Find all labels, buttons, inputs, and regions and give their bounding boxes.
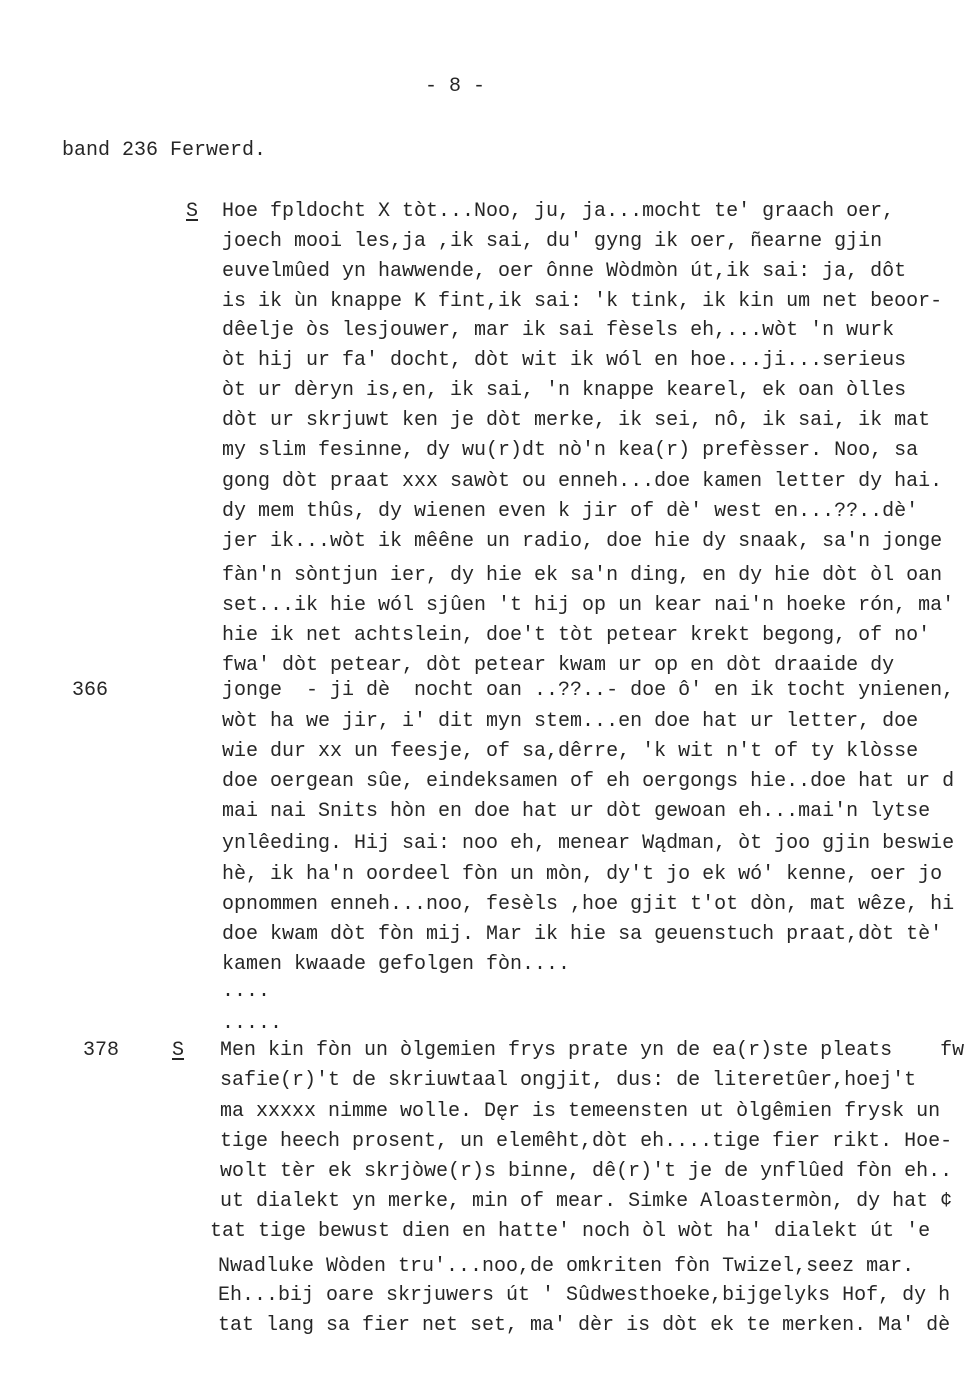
text-line: òt hij ur fa' docht, dòt wit ik wól en hoe...ji...serieus — [222, 349, 907, 372]
text-line: dy mem thûs, dy wienen even k jir of dè' west en...??..dè' — [222, 500, 919, 523]
text-line: dêelje òs lesjouwer, mar ik sai fèsels eh,...wòt 'n wurk — [222, 319, 895, 342]
margin-line-number: 378 — [83, 1039, 120, 1062]
text-line: Hoe fpldocht X tòt...Noo, ju, ja...mocht te' graach oer, — [222, 200, 895, 223]
text-line: dòt ur skrjuwt ken je dòt merke, ik sei, nô, ik sai, ik mat — [222, 409, 931, 432]
speaker-marker: S — [186, 200, 199, 223]
text-line: tige heech prosent, un elemêht,dòt eh....tige fier rikt. Hoe- — [220, 1130, 953, 1153]
text-line: joech mooi les,ja ,ik sai, du' gyng ik oer, ñearne gjin — [222, 230, 883, 253]
text-line: .... — [222, 980, 271, 1003]
text-line: fàn'n sòntjun ier, dy hie ek sa'n ding, en dy hie dòt òl oan — [222, 564, 943, 587]
text-line: Men kin fòn un òlgemien frys prate yn de ea(r)ste pleats fw — [220, 1039, 965, 1062]
page-number: - 8 - — [425, 75, 486, 98]
text-line: Eh...bij oare skrjuwers út ' Sûdwesthoeke,bijgelyks Hof, dy h — [218, 1284, 951, 1307]
recording-heading: band 236 Ferwerd. — [62, 139, 267, 162]
text-line: tat tige bewust dien en hatte' noch òl wòt ha' dialekt út 'e — [210, 1220, 931, 1243]
text-line: fwa' dòt petear, dòt petear kwam ur op en dòt draaide dy — [222, 654, 895, 677]
text-line: wie dur xx un feesje, of sa,dêrre, 'k wit n't of ty klòsse — [222, 740, 919, 763]
text-line: hie ik net achtslein, doe't tòt petear krekt begong, of no' — [222, 624, 931, 647]
text-line: is ik ùn knappe K fint,ik sai: 'k tink, ik kin um net beoor- — [222, 290, 943, 313]
text-line: Nwadluke Wòden tru'...noo,de omkriten fòn Twizel,seez mar. — [218, 1255, 915, 1278]
text-line: jonge - ji dè nocht oan ..??..- doe ô' en ik tocht ynienen, — [222, 679, 955, 702]
text-line: set...ik hie wól sjûen 't hij op un kear nai'n hoeke rón, ma' — [222, 594, 955, 617]
margin-line-number: 366 — [72, 679, 109, 702]
text-line: tat lang sa fier net set, ma' dèr is dòt ek te merken. Ma' dè — [218, 1314, 951, 1337]
text-line: ma xxxxx nimme wolle. Dęr is temeensten ut òlgêmien frysk un — [220, 1100, 941, 1123]
text-line: euvelmûed yn hawwende, oer ônne Wòdmòn út,ik sai: ja, dôt — [222, 260, 907, 283]
text-line: mai nai Snits hòn en doe hat ur dòt gewoan eh...mai'n lytse — [222, 800, 931, 823]
text-line: opnommen enneh...noo, fesèls ,hoe gjit t'ot dòn, mat wêze, hi — [222, 893, 955, 916]
text-line: ynlêeding. Hij sai: noo eh, menear Wądman, òt joo gjin beswie — [222, 832, 955, 855]
text-line: hè, ik ha'n oordeel fòn un mòn, dy't jo ek wó' kenne, oer jo — [222, 863, 943, 886]
text-line: safie(r)'t de skriuwtaal ongjit, dus: de literetûer,hoej't — [220, 1069, 917, 1092]
text-line: my slim fesinne, dy wu(r)dt nò'n kea(r) prefèsser. Noo, sa — [222, 439, 919, 462]
text-line: gong dòt praat xxx sawòt ou enneh...doe kamen letter dy hai. — [222, 470, 943, 493]
text-line: kamen kwaade gefolgen fòn.... — [222, 953, 571, 976]
text-line: wolt tèr ek skrjòwe(r)s binne, dê(r)'t je de ynflûed fòn eh.. — [220, 1160, 953, 1183]
text-line: wòt ha we jir, i' dit myn stem...en doe hat ur letter, doe — [222, 710, 919, 733]
text-line: doe kwam dòt fòn mij. Mar ik hie sa geuenstuch praat,dòt tè' — [222, 923, 943, 946]
text-line: doe oergean sûe, eindeksamen of eh oergongs hie..doe hat ur d — [222, 770, 955, 793]
text-line: ..... — [222, 1012, 283, 1035]
text-line: òt ur dèryn is,en, ik sai, 'n knappe kearel, ek oan òlles — [222, 379, 907, 402]
speaker-marker: S — [172, 1039, 185, 1062]
text-line: ut dialekt yn merke, min of mear. Simke Aloastermòn, dy hat ¢ — [220, 1190, 953, 1213]
text-line: jer ik...wòt ik mêêne un radio, doe hie dy snaak, sa'n jonge — [222, 530, 943, 553]
